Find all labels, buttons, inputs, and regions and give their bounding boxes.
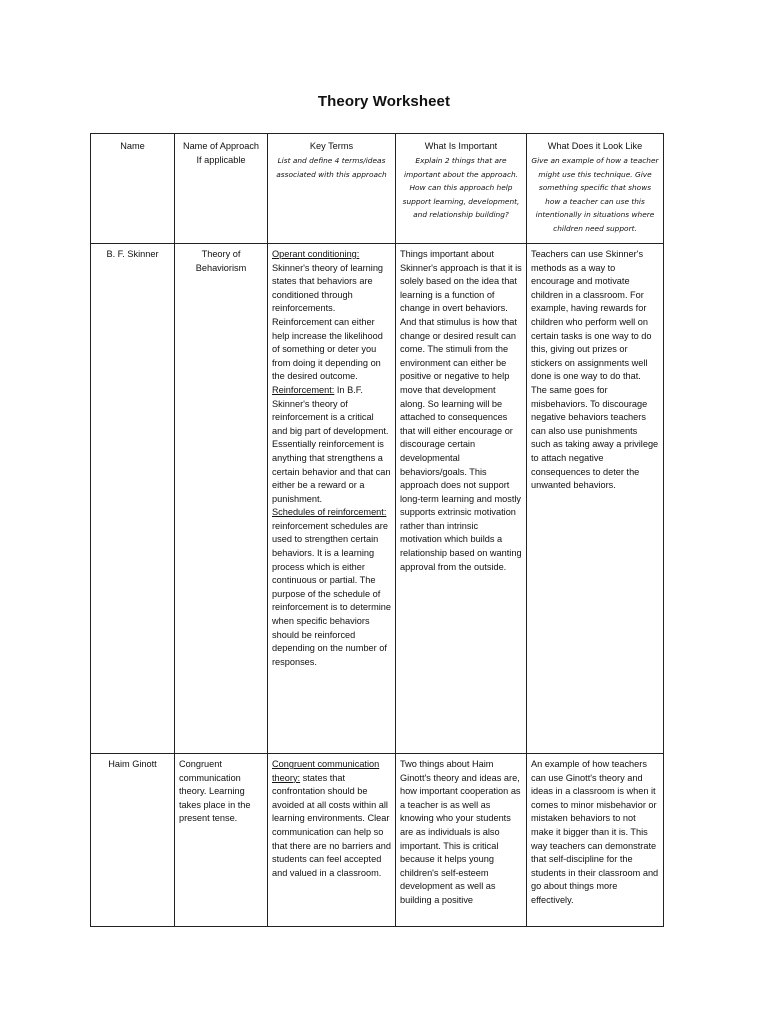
approach-cell: Congruent communication theory. Learning takes place in the present tense.: [175, 754, 268, 927]
important-cell: Two things about Haim Ginott's theory and ideas are, how important cooperation as a teacher is as well as knowing who your students are as individuals is also important. This is critical because it helps young children's self-esteem development as well as building a positive: [396, 754, 527, 927]
header-important-instructions: Explain 2 things that are important about the approach. How can this approach help support learning, development, and relationship building?: [402, 156, 520, 220]
header-important: [396, 134, 527, 244]
key-term-definition: states that confrontation should be avoided at all costs within all learning environments. Clear communication can help so that there are no barriers and students can feel accepted and valued in a classroom.: [272, 772, 391, 878]
key-term: Reinforcement:: [272, 384, 335, 395]
header-name: [91, 134, 175, 244]
key-term-definition: reinforcement schedules are used to strengthen certain behaviors. It is a learning process which is either continuous or partial. The purpose of the schedule of reinforcement is to determine when specific behaviors should be reinforced depending on the number of responses.: [272, 520, 391, 667]
header-approach-sub: If applicable: [196, 155, 246, 165]
theory-table: [90, 133, 664, 927]
key-term-definition: Skinner's theory of learning states that behaviors are conditioned through reinforcements. Reinforcement can either help increase the likelihood of something or deter you from doing it depending on the desired outcome.: [272, 262, 384, 382]
page-title: Theory Worksheet: [317, 93, 451, 110]
header-approach: [175, 134, 268, 244]
key-terms-cell: [268, 244, 396, 754]
header-look-like-instructions: Give an example of how a teacher might use this technique. Give something specific that shows how a teacher can use this intentionally in situations where children need support.: [531, 156, 659, 233]
table-row-ginott: [91, 754, 664, 927]
key-term: Schedules of reinforcement:: [272, 507, 387, 518]
header-key-terms-instructions: List and define 4 terms/ideas associated with this approach: [276, 156, 387, 179]
header-key-terms-label: Key Terms: [309, 141, 354, 151]
header-approach-label: Name of Approach: [182, 141, 260, 151]
table-header-row: [91, 134, 664, 244]
key-term: Operant conditioning:: [272, 249, 360, 259]
header-look-like: [527, 134, 664, 244]
name-cell: B. F. Skinner: [91, 244, 175, 754]
key-terms-cell: [268, 754, 396, 927]
important-cell: Things important about Skinner's approach is that it is solely based on the idea that learning is a function of change in overt behaviors. And that stimulus is how that change or desired result can come. The stimuli from the environment can either be positive or negative to help move that development along. So learning will be attached to consequences that will either encourage or discourage certain developmental behaviors/goals. This approach does not support long-term learning and mostly supports extrinsic motivation rather than intrinsic motivation which builds a relationship based on wanting approval from the outside.: [396, 244, 527, 754]
look-like-cell: An example of how teachers can use Ginott's theory and ideas in a classroom is when it comes to minor misbehavior or mistaken behaviors to not make it bigger than it is. This way teachers can demonstrate that self-discipline for the students in their classroom and go about things more effectively.: [527, 754, 664, 927]
header-name-label: Name: [120, 141, 145, 151]
key-term-definition: In B.F. Skinner's theory of reinforcement is a critical and big part of development. Essentially reinforcement is anything that strengthens a certain behavior and that can either be a reward or a punishment.: [272, 384, 391, 504]
key-term: Congruent communication theory:: [272, 759, 380, 783]
name-cell: Haim Ginott: [91, 754, 175, 927]
look-like-cell: Teachers can use Skinner's methods as a way to encourage and motivate children in a classroom. For example, having rewards for children who perform well on certain tasks is one way to do this, giving out prizes or stickers on assignments well done is one way to do that. The same goes for misbehaviors. To discourage negative behaviors teachers can also use punishments such as taking away a privilege to attach negative consequences to deter the unwanted behaviors.: [527, 244, 664, 754]
header-key-terms: [268, 134, 396, 244]
approach-cell: Theory of Behaviorism: [175, 244, 268, 754]
header-important-label: What Is Important: [424, 141, 498, 151]
table-row-skinner: [91, 244, 664, 754]
header-look-like-label: What Does it Look Like: [547, 141, 643, 151]
